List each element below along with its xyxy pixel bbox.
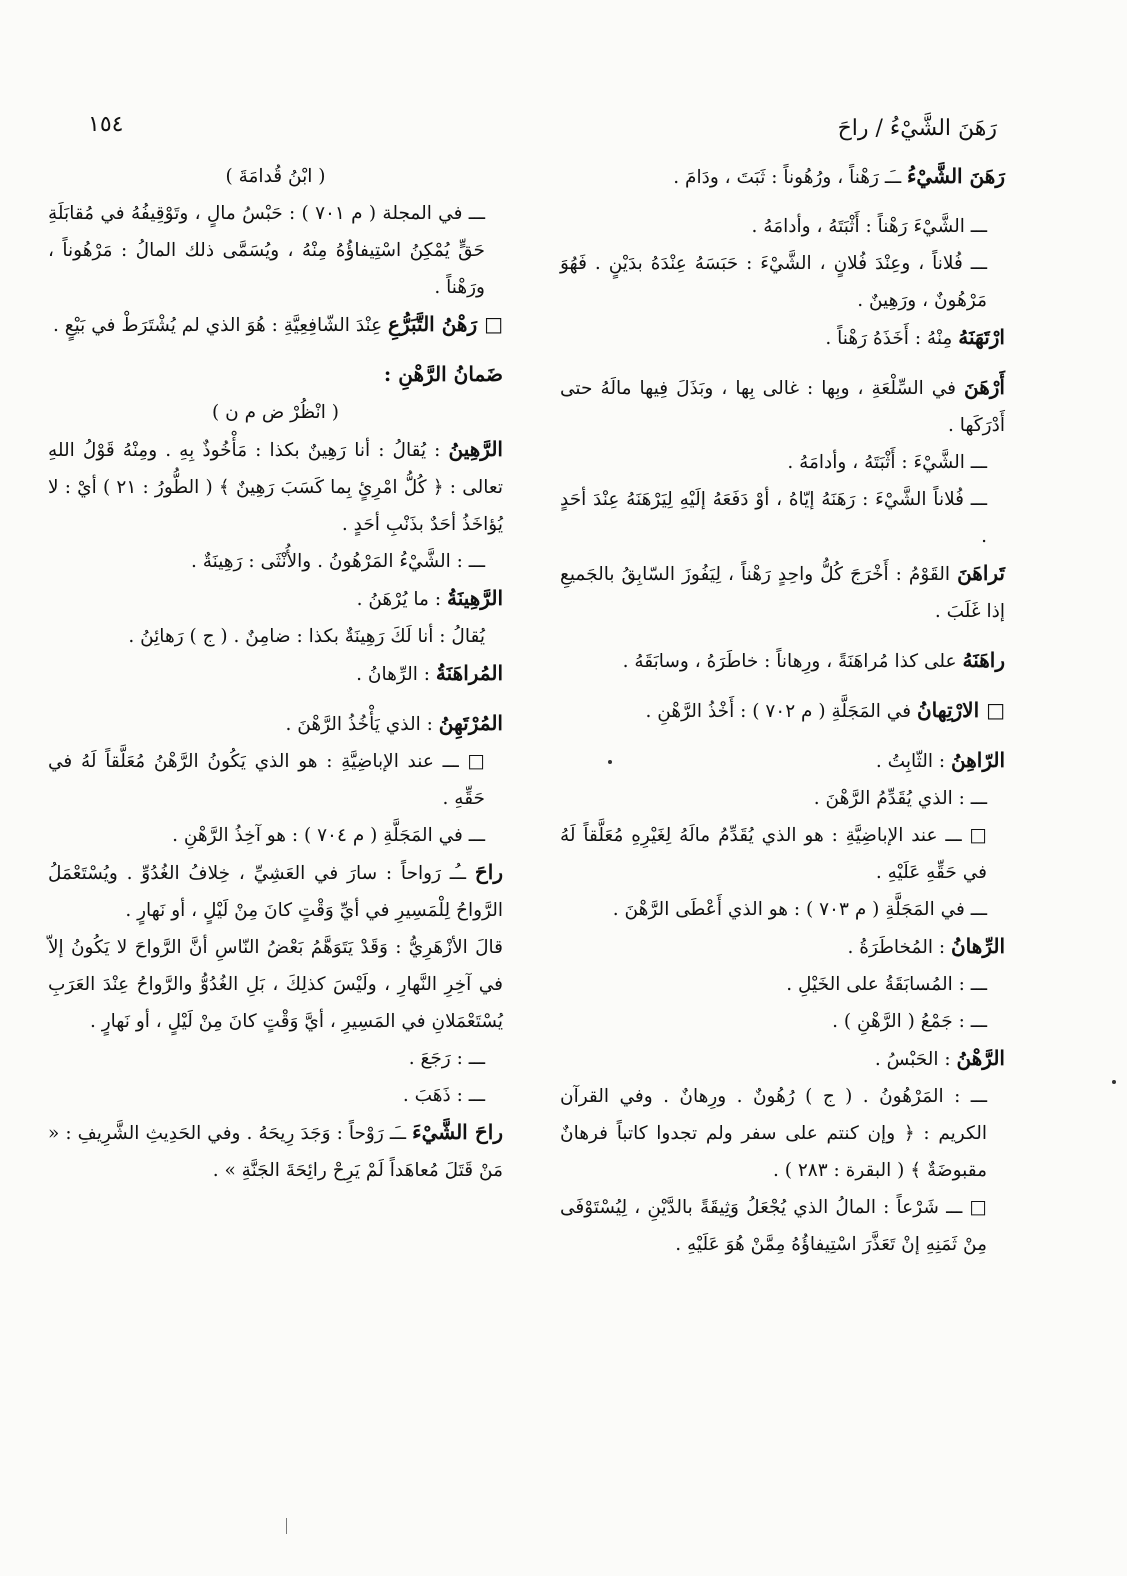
citation: ( ابْنُ قُدامَةَ ) xyxy=(225,166,326,187)
definition: : المُخاطَرَةُ . xyxy=(847,937,946,958)
sub-entry: □ ـــ عند الإباضِيَّةِ : هو الذي يَكُونُ الرَّهْنُ مُعَلَّقاً لَهُ في حَقِّهِ . xyxy=(48,751,485,809)
entry xyxy=(560,369,1005,444)
entry xyxy=(48,580,503,618)
entry xyxy=(560,692,1005,730)
headword: الرّاهِنُ xyxy=(950,748,1005,772)
entry xyxy=(560,1040,1005,1078)
headword: المُرْتَهِنُ xyxy=(438,711,503,735)
sub-entry: ـــ : رَجَعَ . xyxy=(408,1048,485,1069)
sub-entry: ـــ : ذَهَبَ . xyxy=(402,1085,485,1106)
headword: ضَمانُ الرَّهْنِ : xyxy=(383,362,503,386)
page-number: ١٥٤ xyxy=(88,112,124,137)
definition: : ما يُرْهَنُ . xyxy=(356,589,442,610)
entry xyxy=(48,306,503,344)
headword: راحَ xyxy=(474,860,503,884)
definition: عِنْدَ الشّافِعِيَّةِ : هُوَ الذي لم يُشْتَرَطْ في بَيْعٍ . xyxy=(52,315,383,336)
headword: الرَّهِينَةُ xyxy=(446,586,503,610)
headword: الرَّهْنُ xyxy=(956,1046,1005,1070)
entry xyxy=(48,356,503,394)
sub-entry: ـــ فُلاناً الشَّيْءَ : رَهَنَهُ إيّاهُ ، أوْ دَفَعَهُ إلَيْهِ لِيَرْهَنَهُ عِنْدَ أحَدٍ . xyxy=(560,489,987,547)
entry xyxy=(48,431,503,543)
sub-entry: يُقالُ : أنا لَكَ رَهِينَةٌ بكذا : ضامِنٌ . ( ج ) رَهائِنُ . xyxy=(128,626,485,647)
definition: في المَجَلَّةِ ( م ٧٠٢ ) : أَخْذُ الرَّهْنِ . xyxy=(645,701,912,722)
headword: الرَّهِينُ xyxy=(448,437,503,461)
headword: الرِّهانُ xyxy=(950,934,1005,958)
entry xyxy=(48,705,503,743)
definition: على كذا مُراهَنَةً ، ورِهاناً : خاطَرَهُ ، وسابَقَهُ . xyxy=(622,651,957,672)
headword: □ رَهْنُ التَّبَرُّعِ xyxy=(388,312,503,336)
entry xyxy=(560,158,1005,196)
sub-entry: ـــ : المُسابَقَةُ على الخَيْلِ . xyxy=(786,974,987,995)
entry xyxy=(560,742,1005,780)
headword: راحَ الشَّيْءَ xyxy=(412,1120,503,1144)
sub-entry: □ ـــ شَرْعاً : المالُ الذي يُجْعَلُ وَثِيقَةً بالدَّيْنِ ، لِيُسْتَوْفَى مِنْ ثَمَنِهِ إنْ تَعَذَّرَ اسْتِيفاؤُهُ مِمَّنْ هُوَ عَلَيْهِ . xyxy=(560,1197,987,1255)
definition: : الرِّهانُ . xyxy=(356,664,430,685)
entry xyxy=(48,854,503,929)
headword: تَراهَنَ xyxy=(957,561,1005,585)
entry xyxy=(560,928,1005,966)
running-head: رَهَنَ الشَّيْءُ / راحَ xyxy=(837,116,997,141)
sub-entry: ـــ في المجلة ( م ٧٠١ ) : حَبْسُ مالٍ ، وتَوْقِيفُهُ في مُقابَلَةِ حَقٍّ يُمْكِنُ اسْتِيفاؤُهُ مِنْهُ ، ويُسَمَّى ذلك المالُ : مَرْهُوناً ، ورَهْناً . xyxy=(48,203,485,298)
sub-entry: ـــ : المَرْهُونُ . ( ج ) رُهُونٌ . ورِهانٌ . وفي القرآن الكريم : ﴿ وإن كنتم على سفر ولم تجدوا كاتباً فرهانٌ مقبوضَةٌ ﴾ ( البقرة : ٢٨٣ ) . xyxy=(560,1086,987,1181)
sub-entry: ـــ الشَّيْءَ : أَثْبَتَهُ ، وأدامَهُ . xyxy=(787,452,987,473)
headword: أَرْهَنَ xyxy=(964,375,1005,399)
sub-entry: ـــ : جَمْعُ ( الرَّهْنِ ) . xyxy=(832,1011,987,1032)
sub-entry: ـــ في المَجَلَّةِ ( م ٧٠٣ ) : هو الذي أَعْطَى الرَّهْنَ . xyxy=(612,899,987,920)
definition: ــَـ رَوْحاً : وَجَدَ رِيحَهُ . وفي الحَدِيثِ الشَّرِيفِ : « مَنْ قَتَلَ مُعاهَداً لَمْ يَرِحْ رائِحَةَ الجَنَّةِ » . xyxy=(48,1123,503,1181)
sub-entry: ـــ في المَجَلَّةِ ( م ٧٠٤ ) : هو آخِذُ الرَّهْنِ . xyxy=(172,825,485,846)
scan-mark xyxy=(286,1518,287,1534)
definition: القَوْمُ : أَخْرَجَ كُلُّ واحِدٍ رَهْناً ، لِيَفُوزَ السّابِقُ بالجَميعِ إذا غَلَبَ . xyxy=(560,564,1005,622)
quotation: قالَ الأزْهَرِيُّ : وَقَدْ يَتَوَهَّمُ بَعْضُ النّاسِ أنَّ الرَّواحَ لا يَكُونُ إلاّ في آخِرِ النَّهارِ ، ولَيْسَ كذلِكَ ، بَلِ الغُدُوُّ والرَّواحُ عِنْدَ العَرَبِ يُسْتَعْمَلانِ في المَسِيرِ ، أيَّ وَقْتٍ كانَ مِنْ لَيْلٍ ، أو نَهارٍ . xyxy=(48,937,503,1032)
scan-speck xyxy=(608,760,612,764)
definition: : الذي يَأْخُذُ الرَّهْنَ . xyxy=(285,714,433,735)
definition: ــُـ رَواحاً : سارَ في العَشِيِّ ، خِلافُ الغُدُوِّ . ويُسْتَعْمَلُ الرَّواحُ لِلْمَسِيرِ في أيِّ وَقْتٍ كانَ مِنْ لَيْلٍ ، أو نَهارٍ . xyxy=(48,863,503,921)
headword: رَهَنَ الشَّيْءُ xyxy=(907,164,1005,188)
entry xyxy=(560,319,1005,357)
scan-speck xyxy=(1112,1080,1116,1084)
left-column xyxy=(48,158,503,1201)
headword: ارْتَهَنَهُ xyxy=(958,325,1005,349)
entry xyxy=(48,655,503,693)
entry xyxy=(560,642,1005,680)
definition: ــَـ رَهْناً ، ورُهُوناً : ثَبَتَ ، ودَامَ . xyxy=(673,167,902,188)
headword: □ الارْتِهانُ xyxy=(916,698,1005,722)
sub-entry: ـــ الشَّيْءَ رَهْناً : أَثْبَتَهُ ، وأدامَهُ . xyxy=(751,216,987,237)
entry xyxy=(48,1114,503,1189)
headword: راهَنَهُ xyxy=(962,648,1005,672)
definition: : الحَبْسُ . xyxy=(874,1049,951,1070)
right-column xyxy=(560,158,1005,1263)
definition: مِنْهُ : أَخَذَهُ رَهْناً . xyxy=(825,328,953,349)
sub-entry: ـــ : الشَّيْءُ المَرْهُونُ . والأُنْثَى : رَهِينَةٌ . xyxy=(190,551,485,572)
definition: : يُقالُ : أنا رَهِينٌ بكذا : مَأْخُوذٌ بِهِ . ومِنْهُ قَوْلُ اللهِ تعالى : ﴿ كُلُّ امْرِئٍ بِما كَسَبَ رَهِينٌ ﴾ ( الطُّورُ : ٢١ ) أيْ : لا يُؤاخَذُ أحَدٌ بذَنْبِ أحَدٍ . xyxy=(48,440,503,535)
definition: : الثّابِتُ . xyxy=(875,751,946,772)
entry xyxy=(560,555,1005,630)
definition: في السِّلْعَةِ ، وبِها : غالى بِها ، وبَذَلَ فِيها مالَهُ حتى أَدْرَكَها . xyxy=(560,378,1005,436)
sub-entry: □ ـــ عند الإباضِيَّةِ : هو الذي يُقَدِّمُ مالَهُ لِغَيْرِهِ مُعَلَّقاً لَهُ في حَقِّهِ عَلَيْهِ . xyxy=(560,825,987,883)
headword: المُراهَنَةُ xyxy=(435,661,503,685)
sub-entry: ـــ : الذي يُقَدِّمُ الرَّهْنَ . xyxy=(813,788,987,809)
sub-entry: ـــ فُلاناً ، وعِنْدَ فُلانٍ ، الشَّيْءَ : حَبَسَهُ عِنْدَهُ بدَيْنٍ . فَهُوَ مَرْهُونٌ ، ورَهِينٌ . xyxy=(560,253,987,311)
cross-reference: ( انْظُرْ ض م ن ) xyxy=(212,402,339,423)
